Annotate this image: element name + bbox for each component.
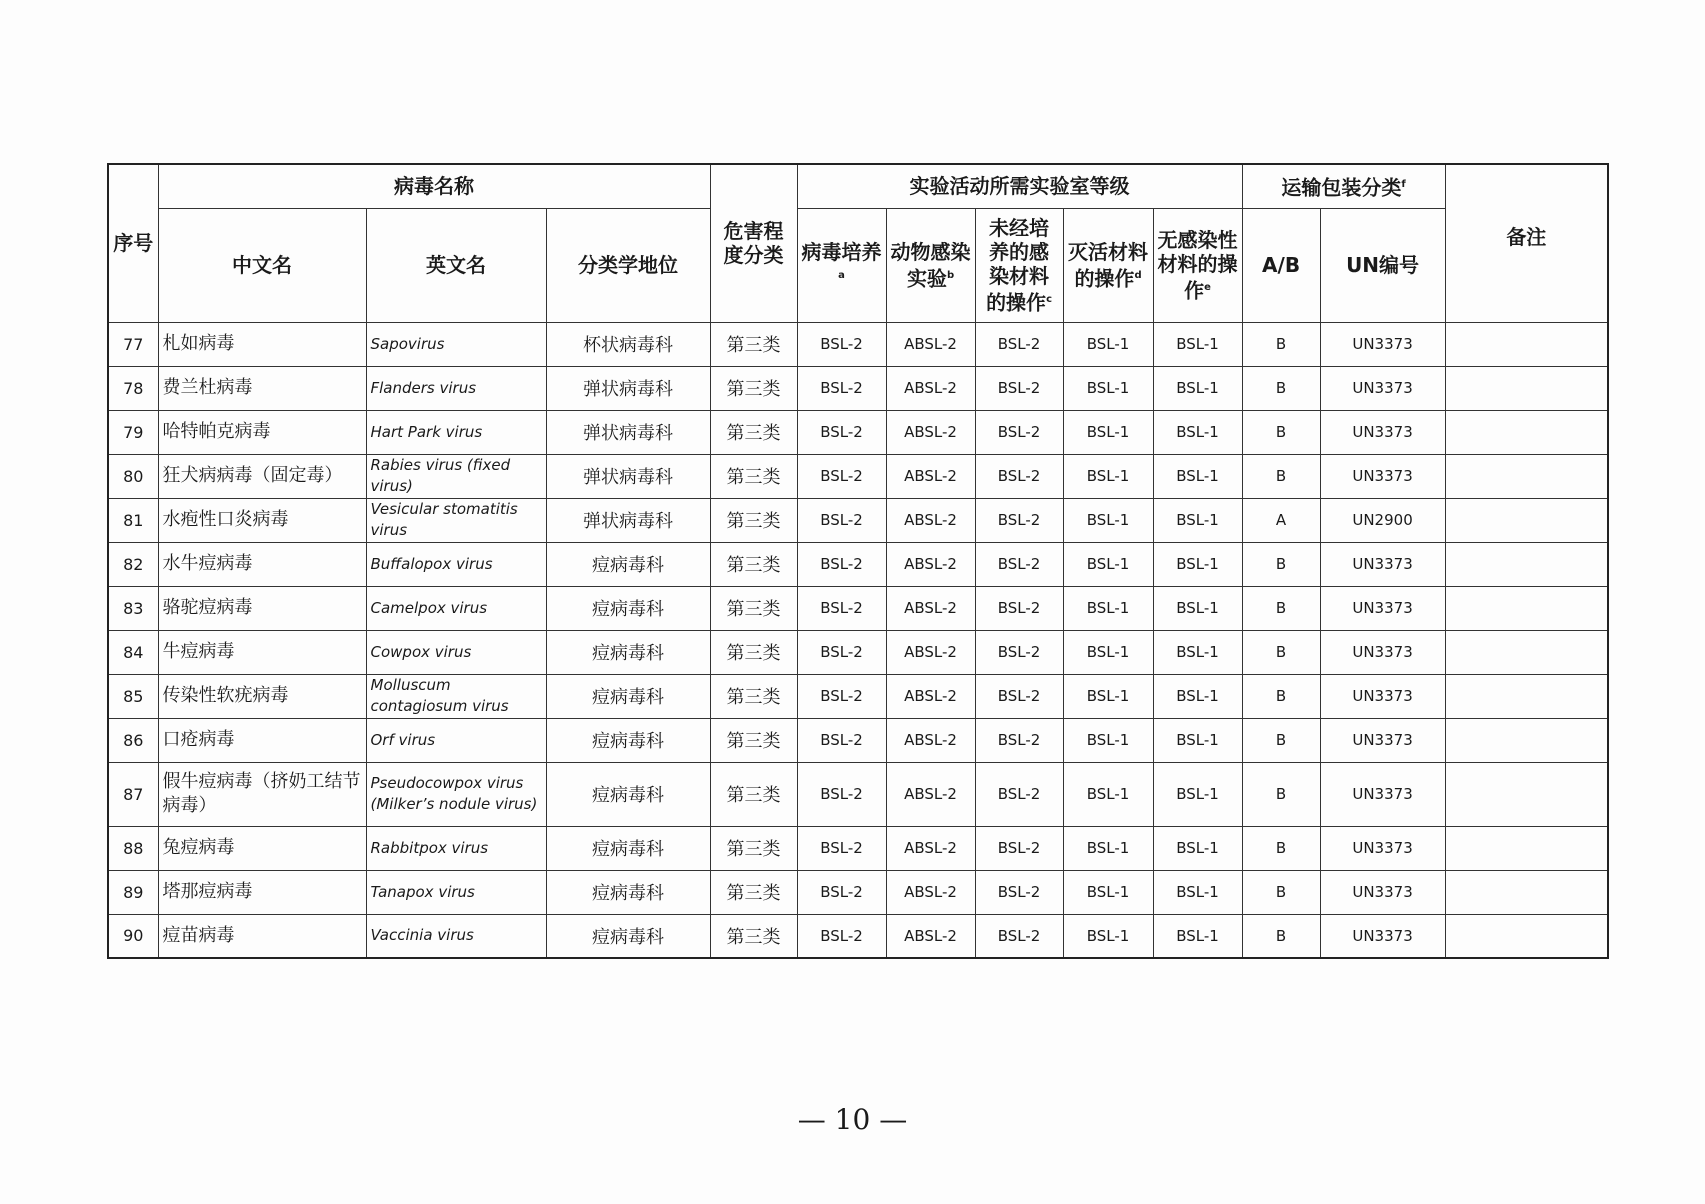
english-name-cell: Buffalopox virus: [366, 542, 546, 586]
un-number-cell: UN3373: [1320, 674, 1445, 718]
taxonomy-cell: 弹状病毒科: [546, 410, 710, 454]
chinese-name-cell: 骆驼痘病毒: [158, 586, 366, 630]
seq-cell: 80: [108, 454, 158, 498]
taxonomy-cell: 痘病毒科: [546, 826, 710, 870]
transport-ab-cell: B: [1242, 870, 1320, 914]
header-seq: 序号: [108, 164, 158, 322]
header-risk: 危害程度分类: [710, 164, 797, 322]
animal-level-cell: ABSL-2: [886, 630, 975, 674]
header-noninfectious: [1153, 208, 1242, 322]
culture-level-cell: BSL-2: [797, 826, 886, 870]
header-lab-level: 实验活动所需实验室等级: [797, 164, 1242, 208]
un-number-cell: UN3373: [1320, 914, 1445, 958]
inactivated-level-cell: BSL-1: [1063, 366, 1153, 410]
taxonomy-cell: 痘病毒科: [546, 674, 710, 718]
remark-cell: [1445, 586, 1608, 630]
inactivated-level-cell: BSL-1: [1063, 498, 1153, 542]
uncultured-level-cell: BSL-2: [975, 410, 1063, 454]
seq-cell: 81: [108, 498, 158, 542]
transport-ab-cell: B: [1242, 674, 1320, 718]
inactivated-level-cell: BSL-1: [1063, 674, 1153, 718]
english-name-cell: Tanapox virus: [366, 870, 546, 914]
remark-cell: [1445, 718, 1608, 762]
transport-ab-cell: B: [1242, 410, 1320, 454]
animal-level-cell: ABSL-2: [886, 322, 975, 366]
inactivated-level-cell: BSL-1: [1063, 542, 1153, 586]
transport-ab-cell: B: [1242, 826, 1320, 870]
header-cn-name: 中文名: [158, 208, 366, 322]
header-transport-label: 运输包装分类: [1281, 175, 1402, 200]
animal-level-cell: ABSL-2: [886, 586, 975, 630]
risk-class-cell: 第三类: [710, 870, 797, 914]
culture-level-cell: BSL-2: [797, 630, 886, 674]
un-number-cell: UN3373: [1320, 322, 1445, 366]
un-number-cell: UN3373: [1320, 586, 1445, 630]
culture-level-cell: BSL-2: [797, 674, 886, 718]
risk-class-cell: 第三类: [710, 542, 797, 586]
transport-ab-cell: B: [1242, 762, 1320, 826]
transport-ab-cell: B: [1242, 454, 1320, 498]
culture-level-cell: BSL-2: [797, 410, 886, 454]
header-inactivated: [1063, 208, 1153, 322]
noninfectious-level-cell: BSL-1: [1153, 870, 1242, 914]
chinese-name-cell: 传染性软疣病毒: [158, 674, 366, 718]
taxonomy-cell: 痘病毒科: [546, 870, 710, 914]
transport-ab-cell: B: [1242, 542, 1320, 586]
animal-level-cell: ABSL-2: [886, 718, 975, 762]
seq-cell: 77: [108, 322, 158, 366]
noninfectious-level-cell: BSL-1: [1153, 366, 1242, 410]
header-animal-mark: b: [946, 269, 955, 281]
animal-level-cell: ABSL-2: [886, 498, 975, 542]
uncultured-level-cell: BSL-2: [975, 322, 1063, 366]
un-number-cell: UN2900: [1320, 498, 1445, 542]
inactivated-level-cell: BSL-1: [1063, 762, 1153, 826]
taxonomy-cell: 弹状病毒科: [546, 454, 710, 498]
remark-cell: [1445, 498, 1608, 542]
header-animal: [886, 208, 975, 322]
transport-ab-cell: B: [1242, 586, 1320, 630]
noninfectious-level-cell: BSL-1: [1153, 630, 1242, 674]
table-row: [108, 718, 1608, 762]
taxonomy-cell: 杯状病毒科: [546, 322, 710, 366]
inactivated-level-cell: BSL-1: [1063, 410, 1153, 454]
remark-cell: [1445, 366, 1608, 410]
noninfectious-level-cell: BSL-1: [1153, 826, 1242, 870]
header-uncultured-mark: c: [1046, 293, 1052, 305]
animal-level-cell: ABSL-2: [886, 674, 975, 718]
transport-ab-cell: B: [1242, 914, 1320, 958]
transport-ab-cell: B: [1242, 322, 1320, 366]
table-row: [108, 366, 1608, 410]
header-culture: [797, 208, 886, 322]
animal-level-cell: ABSL-2: [886, 870, 975, 914]
remark-cell: [1445, 410, 1608, 454]
culture-level-cell: BSL-2: [797, 718, 886, 762]
taxonomy-cell: 弹状病毒科: [546, 498, 710, 542]
chinese-name-cell: 假牛痘病毒（挤奶工结节病毒）: [158, 762, 366, 826]
culture-level-cell: BSL-2: [797, 366, 886, 410]
header-culture-label: 病毒培养: [801, 239, 882, 264]
culture-level-cell: BSL-2: [797, 454, 886, 498]
transport-ab-cell: A: [1242, 498, 1320, 542]
remark-cell: [1445, 454, 1608, 498]
inactivated-level-cell: BSL-1: [1063, 454, 1153, 498]
transport-ab-cell: B: [1242, 630, 1320, 674]
noninfectious-level-cell: BSL-1: [1153, 586, 1242, 630]
risk-class-cell: 第三类: [710, 914, 797, 958]
table-row: [108, 674, 1608, 718]
culture-level-cell: BSL-2: [797, 870, 886, 914]
uncultured-level-cell: BSL-2: [975, 762, 1063, 826]
transport-ab-cell: B: [1242, 366, 1320, 410]
uncultured-level-cell: BSL-2: [975, 542, 1063, 586]
chinese-name-cell: 口疮病毒: [158, 718, 366, 762]
table-row: [108, 322, 1608, 366]
culture-level-cell: BSL-2: [797, 914, 886, 958]
english-name-cell: Camelpox virus: [366, 586, 546, 630]
english-name-cell: Hart Park virus: [366, 410, 546, 454]
header-inactivated-mark: d: [1134, 269, 1142, 281]
chinese-name-cell: 兔痘病毒: [158, 826, 366, 870]
english-name-cell: Cowpox virus: [366, 630, 546, 674]
table-row: [108, 826, 1608, 870]
header-remark: 备注: [1445, 164, 1608, 322]
header-en-name: 英文名: [366, 208, 546, 322]
virus-classification-table: [107, 163, 1609, 959]
seq-cell: 84: [108, 630, 158, 674]
un-number-cell: UN3373: [1320, 630, 1445, 674]
noninfectious-level-cell: BSL-1: [1153, 762, 1242, 826]
english-name-cell: Pseudocowpox virus (Milker’s nodule virus): [366, 762, 546, 826]
english-name-cell: Rabies virus (fixed virus): [366, 454, 546, 498]
table-body: [108, 322, 1608, 958]
risk-class-cell: 第三类: [710, 762, 797, 826]
remark-cell: [1445, 630, 1608, 674]
table-row: [108, 410, 1608, 454]
table-row: [108, 454, 1608, 498]
risk-class-cell: 第三类: [710, 366, 797, 410]
header-inactivated-label: 灭活材料的操作: [1068, 239, 1149, 291]
animal-level-cell: ABSL-2: [886, 914, 975, 958]
header-taxonomy: 分类学地位: [546, 208, 710, 322]
seq-cell: 85: [108, 674, 158, 718]
animal-level-cell: ABSL-2: [886, 454, 975, 498]
noninfectious-level-cell: BSL-1: [1153, 914, 1242, 958]
header-virus-name: 病毒名称: [158, 164, 710, 208]
page-number: — 10 —: [797, 1103, 908, 1136]
seq-cell: 88: [108, 826, 158, 870]
table-row: [108, 630, 1608, 674]
remark-cell: [1445, 322, 1608, 366]
header-un: UN编号: [1320, 208, 1445, 322]
seq-cell: 87: [108, 762, 158, 826]
taxonomy-cell: 痘病毒科: [546, 718, 710, 762]
remark-cell: [1445, 762, 1608, 826]
header-transport-mark: f: [1401, 178, 1406, 190]
risk-class-cell: 第三类: [710, 718, 797, 762]
remark-cell: [1445, 914, 1608, 958]
un-number-cell: UN3373: [1320, 870, 1445, 914]
culture-level-cell: BSL-2: [797, 498, 886, 542]
seq-cell: 86: [108, 718, 158, 762]
header-transport: [1242, 164, 1445, 208]
un-number-cell: UN3373: [1320, 454, 1445, 498]
risk-class-cell: 第三类: [710, 322, 797, 366]
taxonomy-cell: 弹状病毒科: [546, 366, 710, 410]
header-uncultured: [975, 208, 1063, 322]
noninfectious-level-cell: BSL-1: [1153, 498, 1242, 542]
taxonomy-cell: 痘病毒科: [546, 586, 710, 630]
risk-class-cell: 第三类: [710, 586, 797, 630]
chinese-name-cell: 牛痘病毒: [158, 630, 366, 674]
noninfectious-level-cell: BSL-1: [1153, 674, 1242, 718]
header-ab: A/B: [1242, 208, 1320, 322]
taxonomy-cell: 痘病毒科: [546, 914, 710, 958]
table-row: [108, 914, 1608, 958]
uncultured-level-cell: BSL-2: [975, 914, 1063, 958]
un-number-cell: UN3373: [1320, 542, 1445, 586]
seq-cell: 89: [108, 870, 158, 914]
uncultured-level-cell: BSL-2: [975, 454, 1063, 498]
inactivated-level-cell: BSL-1: [1063, 322, 1153, 366]
animal-level-cell: ABSL-2: [886, 542, 975, 586]
risk-class-cell: 第三类: [710, 674, 797, 718]
chinese-name-cell: 塔那痘病毒: [158, 870, 366, 914]
inactivated-level-cell: BSL-1: [1063, 914, 1153, 958]
uncultured-level-cell: BSL-2: [975, 366, 1063, 410]
noninfectious-level-cell: BSL-1: [1153, 322, 1242, 366]
risk-class-cell: 第三类: [710, 630, 797, 674]
un-number-cell: UN3373: [1320, 366, 1445, 410]
inactivated-level-cell: BSL-1: [1063, 630, 1153, 674]
english-name-cell: Sapovirus: [366, 322, 546, 366]
english-name-cell: Vesicular stomatitis virus: [366, 498, 546, 542]
noninfectious-level-cell: BSL-1: [1153, 410, 1242, 454]
animal-level-cell: ABSL-2: [886, 826, 975, 870]
seq-cell: 90: [108, 914, 158, 958]
risk-class-cell: 第三类: [710, 410, 797, 454]
remark-cell: [1445, 674, 1608, 718]
chinese-name-cell: 痘苗病毒: [158, 914, 366, 958]
risk-class-cell: 第三类: [710, 826, 797, 870]
chinese-name-cell: 札如病毒: [158, 322, 366, 366]
un-number-cell: UN3373: [1320, 762, 1445, 826]
english-name-cell: Molluscum contagiosum virus: [366, 674, 546, 718]
noninfectious-level-cell: BSL-1: [1153, 718, 1242, 762]
transport-ab-cell: B: [1242, 718, 1320, 762]
english-name-cell: Orf virus: [366, 718, 546, 762]
header-noninfectious-label: 无感染性材料的操作: [1157, 227, 1238, 303]
uncultured-level-cell: BSL-2: [975, 870, 1063, 914]
chinese-name-cell: 狂犬病病毒（固定毒）: [158, 454, 366, 498]
taxonomy-cell: 痘病毒科: [546, 630, 710, 674]
un-number-cell: UN3373: [1320, 826, 1445, 870]
seq-cell: 79: [108, 410, 158, 454]
animal-level-cell: ABSL-2: [886, 366, 975, 410]
uncultured-level-cell: BSL-2: [975, 498, 1063, 542]
chinese-name-cell: 费兰杜病毒: [158, 366, 366, 410]
chinese-name-cell: 水牛痘病毒: [158, 542, 366, 586]
animal-level-cell: ABSL-2: [886, 762, 975, 826]
uncultured-level-cell: BSL-2: [975, 586, 1063, 630]
uncultured-level-cell: BSL-2: [975, 674, 1063, 718]
risk-class-cell: 第三类: [710, 454, 797, 498]
inactivated-level-cell: BSL-1: [1063, 870, 1153, 914]
uncultured-level-cell: BSL-2: [975, 718, 1063, 762]
inactivated-level-cell: BSL-1: [1063, 826, 1153, 870]
inactivated-level-cell: BSL-1: [1063, 586, 1153, 630]
risk-class-cell: 第三类: [710, 498, 797, 542]
culture-level-cell: BSL-2: [797, 762, 886, 826]
uncultured-level-cell: BSL-2: [975, 826, 1063, 870]
table-row: [108, 870, 1608, 914]
english-name-cell: Vaccinia virus: [366, 914, 546, 958]
culture-level-cell: BSL-2: [797, 322, 886, 366]
taxonomy-cell: 痘病毒科: [546, 762, 710, 826]
remark-cell: [1445, 542, 1608, 586]
english-name-cell: Rabbitpox virus: [366, 826, 546, 870]
table-header: [108, 164, 1608, 322]
table-row: [108, 498, 1608, 542]
culture-level-cell: BSL-2: [797, 586, 886, 630]
header-noninfectious-mark: e: [1204, 281, 1211, 293]
noninfectious-level-cell: BSL-1: [1153, 454, 1242, 498]
table-row: [108, 542, 1608, 586]
seq-cell: 83: [108, 586, 158, 630]
seq-cell: 78: [108, 366, 158, 410]
un-number-cell: UN3373: [1320, 718, 1445, 762]
taxonomy-cell: 痘病毒科: [546, 542, 710, 586]
header-culture-mark: a: [838, 269, 845, 281]
header-uncultured-label: 未经培养的感染材料的操作: [986, 215, 1050, 315]
un-number-cell: UN3373: [1320, 410, 1445, 454]
table-row: [108, 762, 1608, 826]
remark-cell: [1445, 870, 1608, 914]
seq-cell: 82: [108, 542, 158, 586]
header-animal-label: 动物感染实验: [890, 239, 971, 291]
noninfectious-level-cell: BSL-1: [1153, 542, 1242, 586]
uncultured-level-cell: BSL-2: [975, 630, 1063, 674]
remark-cell: [1445, 826, 1608, 870]
animal-level-cell: ABSL-2: [886, 410, 975, 454]
inactivated-level-cell: BSL-1: [1063, 718, 1153, 762]
chinese-name-cell: 哈特帕克病毒: [158, 410, 366, 454]
table-row: [108, 586, 1608, 630]
english-name-cell: Flanders virus: [366, 366, 546, 410]
culture-level-cell: BSL-2: [797, 542, 886, 586]
chinese-name-cell: 水疱性口炎病毒: [158, 498, 366, 542]
